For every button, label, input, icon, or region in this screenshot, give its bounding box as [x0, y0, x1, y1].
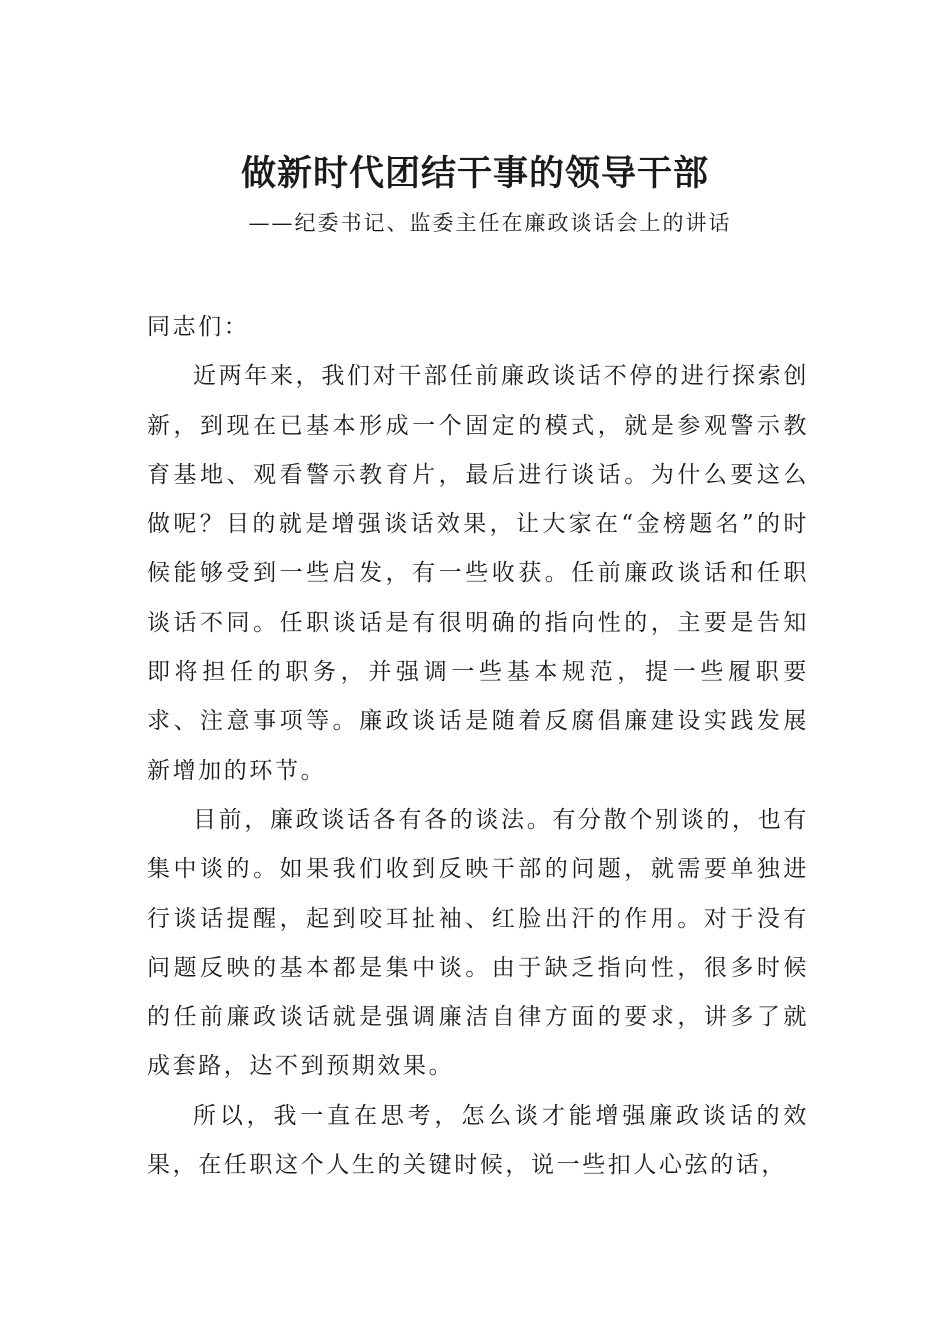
paragraph-3: 所以，我一直在思考，怎么谈才能增强廉政谈话的效果，在任职这个人生的关键时候，说一些扣人心弦的话，: [147, 1102, 809, 1179]
salutation: 同志们：: [147, 314, 250, 340]
paragraph-1: 近两年来，我们对干部任前廉政谈话不停的进行探索创新，到现在已基本形成一个固定的模式，就是参观警示教育基地、观看警示教育片，最后进行谈话。为什么要这么做呢？目的就是增强谈话效果，让大家在“金榜题名”的时候能够受到一些启发，有一些收获。任前廉政谈话和任职谈话不同。任职谈话是有很明确的指向性的，主要是告知即将担任的职务，并强调一些基本规范，提一些履职要求、注意事项等。廉政谈话是随着反腐倡廉建设实践发展新增加的环节。: [147, 363, 809, 784]
paragraph-2: 目前，廉政谈话各有各的谈法。有分散个别谈的，也有集中谈的。如果我们收到反映干部的问题，就需要单独进行谈话提醒，起到咬耳扯袖、红脸出汗的作用。对于没有问题反映的基本都是集中谈。由于缺乏指向性，很多时候的任前廉政谈话就是强调廉洁自律方面的要求，讲多了就成套路，达不到预期效果。: [147, 806, 809, 1080]
document-subtitle: ——纪委书记、监委主任在廉政谈话会上的讲话: [248, 211, 732, 235]
document-body: [147, 303, 809, 1190]
document-title: 做新时代团结干事的领导干部: [240, 153, 709, 194]
